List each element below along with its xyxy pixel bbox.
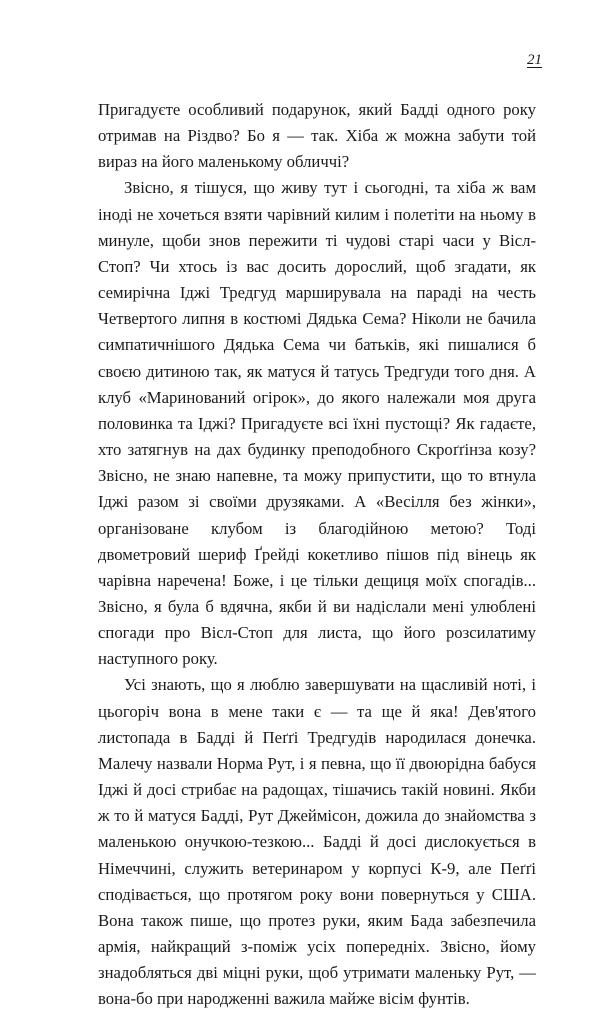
body-text [98, 97, 536, 1012]
page-number: 21 [527, 52, 542, 68]
paragraph-2: Звісно, я тішуся, що живу тут і сьогодні, та хіба ж вам іноді не хочеться взяти чарівний килим і полетіти на ньому в минуле, щоби знов пережити ті чудові старі часи у Вісл-Стоп? Чи хтось із вас досить дорослий, щоб згадати, як семирічна Іджі Тредгуд марширувала на параді на честь Четвертого липня в костюмі Дядька Сема? Ніколи не бачила симпатичнішого Дядька Сема чи батьків, які пишалися б своєю дитиною так, як матуся й татусь Тредгуди того дня. А клуб «Маринований огірок», до якого належали моя друга половинка та Іджі? Пригадуєте всі їхні пустощі? Як гадаєте, хто затягнув на дах будинку преподобного Скроґґінза козу? Звісно, не знаю напевне, та можу припустити, що то втнула Іджі разом зі своїми друзяками. А «Весілля без жінки», організоване клубом із благодійною метою? Тоді двометровий шериф Ґрейді кокетливо пішов під вінець як чарівна наречена! Боже, і це тільки дещиця моїх спогадів... Звісно, я була б вдячна, якби й ви надіслали мені улюблені спогади про Вісл-Стоп для листа, що його розсилатиму наступного року. [98, 178, 536, 669]
paragraph-1: Пригадуєте особливий подарунок, який Бадді одного року отримав на Різдво? Бо я — так. Хіба ж можна забути той вираз на його маленькому обличчі? [98, 100, 536, 172]
paragraph-3: Усі знають, що я люблю завершувати на щасливій ноті, і цьогоріч вона в мене таки є — та ще й яка! Дев'ятого листопада в Бадді й Пеґґі Тредгудів народилася донечка. Малечу назвали Норма Рут, і я певна, що її двоюрідна бабуся Іджі й досі стрибає на радощах, тішачись такій новині. Якби ж то й матуся Бадді, Рут Джеймісон, дожила до знайомства з маленькою онучкою-тезкою... Бадді й досі дислокується в Німеччині, служить ветеринаром у корпусі К-9, але Пеґґі сподівається, що протягом року вони повернуться у США. Вона також пише, що протез руки, яким Бада забезпечила армія, найкращий з-поміж усіх попередніх. Звісно, йому знадобляться дві міцні руки, щоб утримати маленьку Рут, — вона-бо при народженні важила майже вісім фунтів. [98, 675, 536, 1009]
